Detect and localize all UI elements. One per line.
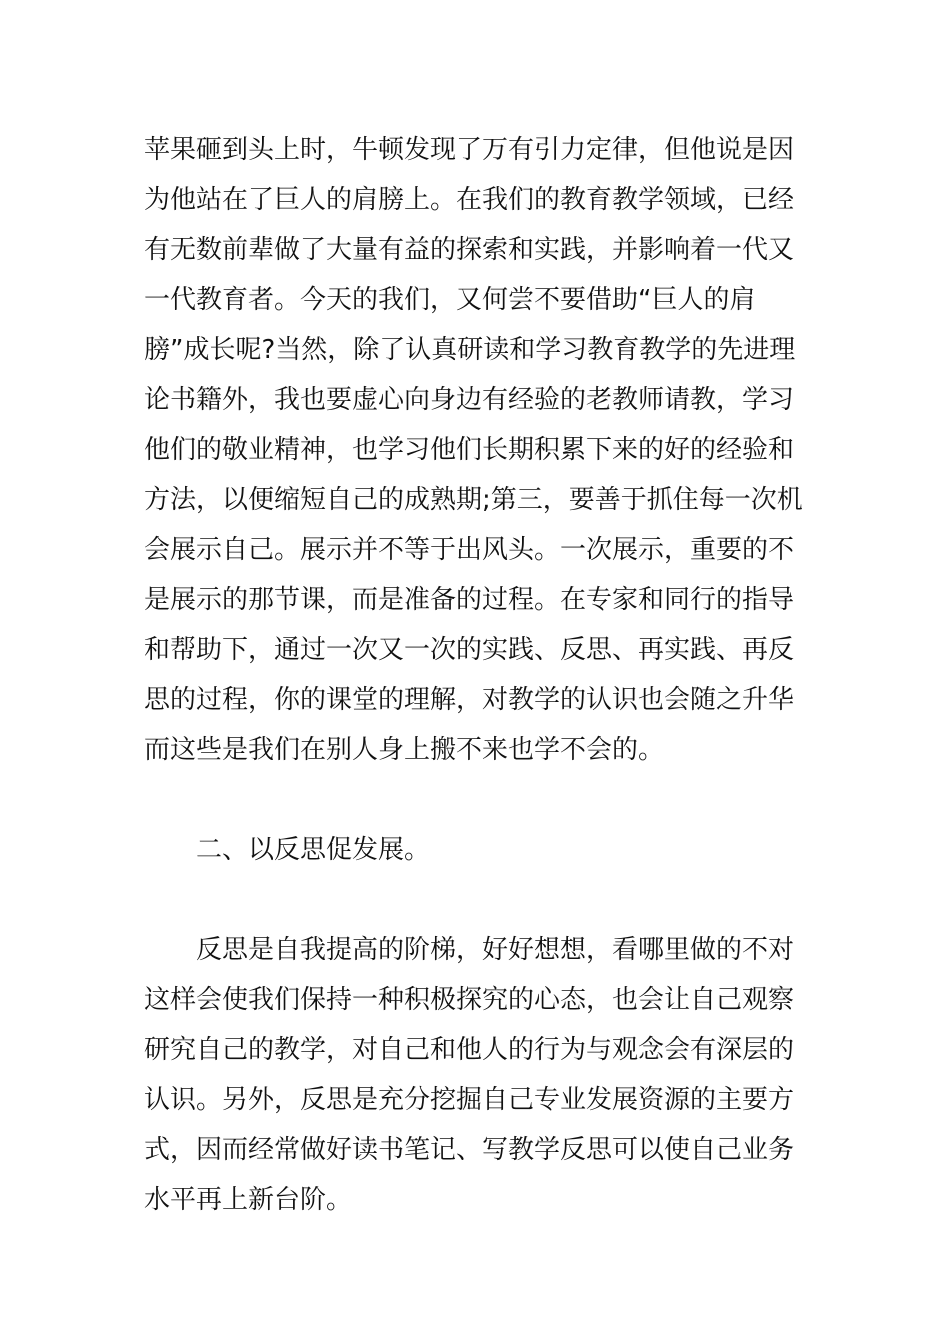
paragraph-line: 和帮助下，通过一次又一次的实践、反思、再实践、再反 [144,635,795,665]
paragraph-line: 水平再上新台阶。 [144,1185,353,1215]
paragraph-line: 思的过程，你的课堂的理解，对教学的认识也会随之升华 [144,685,795,715]
paragraph-line: 式，因而经常做好读书笔记、写教学反思可以使自己业务 [144,1135,795,1165]
paragraph-line: 方法，以便缩短自己的成熟期;第三，要善于抓住每一次机 [144,485,803,515]
paragraph-line: 苹果砸到头上时，牛顿发现了万有引力定律，但他说是因 [144,135,795,165]
paragraph-line: 会展示自己。展示并不等于出风头。一次展示，重要的不 [144,535,795,565]
paragraph-line: 认识。另外，反思是充分挖掘自己专业发展资源的主要方 [144,1085,795,1115]
section-heading: 二、以反思促发展。 [196,835,431,865]
paragraph-line: 他们的敬业精神，也学习他们长期积累下来的好的经验和 [144,435,795,465]
paragraph-line: 膀”成长呢?当然，除了认真研读和学习教育教学的先进理 [144,335,796,365]
paragraph-line: 一代教育者。今天的我们，又何尝不要借助“巨人的肩 [144,285,756,315]
paragraph-line: 反思是自我提高的阶梯，好好想想，看哪里做的不对 [196,935,795,965]
paragraph-line: 这样会使我们保持一种积极探究的心态，也会让自己观察 [144,985,795,1015]
paragraph-line: 为他站在了巨人的肩膀上。在我们的教育教学领域，已经 [144,185,795,215]
paragraph-line: 研究自己的教学，对自己和他人的行为与观念会有深层的 [144,1035,795,1065]
paragraph-line: 有无数前辈做了大量有益的探索和实践，并影响着一代又 [144,235,795,265]
paragraph-line: 而这些是我们在别人身上搬不来也学不会的。 [144,735,665,765]
paragraph-line: 是展示的那节课，而是准备的过程。在专家和同行的指导 [144,585,795,615]
paragraph-line: 论书籍外，我也要虚心向身边有经验的老教师请教，学习 [144,385,795,415]
